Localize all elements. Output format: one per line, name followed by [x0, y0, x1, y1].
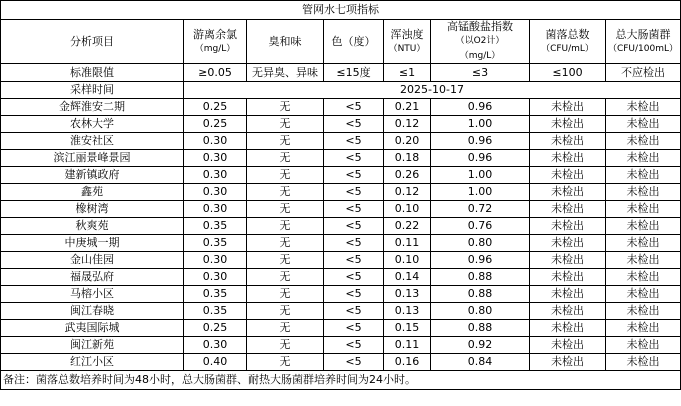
table-row: [1, 354, 681, 371]
cell-colony: 未检出: [530, 337, 606, 354]
cell-permanganate: 0.72: [431, 201, 530, 218]
header-colony-name: 菌落总数: [545, 27, 590, 41]
cell-chlorine: 0.35: [184, 218, 247, 235]
standard-row: [1, 64, 681, 82]
table-row: [1, 99, 681, 116]
cell-permanganate: 0.88: [431, 320, 530, 337]
cell-turbidity: 0.14: [384, 269, 431, 286]
cell-coliform: 未检出: [606, 286, 681, 303]
cell-coliform: 未检出: [606, 167, 681, 184]
cell-color: <5: [324, 286, 384, 303]
cell-coliform: 未检出: [606, 116, 681, 133]
cell-turbidity: 0.22: [384, 218, 431, 235]
header-coliform: [606, 20, 681, 64]
cell-coliform: 未检出: [606, 218, 681, 235]
cell-coliform: 未检出: [606, 320, 681, 337]
cell-chlorine: 0.30: [184, 184, 247, 201]
cell-colony: 未检出: [530, 252, 606, 269]
cell-odor: 无: [247, 286, 324, 303]
cell-colony: 未检出: [530, 235, 606, 252]
table-row: [1, 133, 681, 150]
cell-colony: 未检出: [530, 116, 606, 133]
table-row: [1, 201, 681, 218]
header-chlorine: [184, 20, 247, 64]
cell-color: <5: [324, 303, 384, 320]
cell-permanganate: 0.92: [431, 337, 530, 354]
cell-odor: 无: [247, 354, 324, 371]
cell-turbidity: 0.12: [384, 116, 431, 133]
cell-turbidity: 0.21: [384, 99, 431, 116]
cell-odor: 无: [247, 337, 324, 354]
table-row: [1, 320, 681, 337]
sampling-row: [1, 82, 681, 99]
cell-chlorine: 0.35: [184, 235, 247, 252]
cell-color: <5: [324, 218, 384, 235]
cell-odor: 无: [247, 320, 324, 337]
cell-site: 武夷国际城: [1, 320, 184, 337]
table-row: [1, 235, 681, 252]
cell-colony: 未检出: [530, 167, 606, 184]
cell-site: 淮安社区: [1, 133, 184, 150]
header-chlorine-unit: （mg/L）: [194, 43, 236, 54]
cell-odor: 无: [247, 269, 324, 286]
cell-colony: 未检出: [530, 201, 606, 218]
standard-odor: 无异臭、异味: [247, 64, 324, 82]
cell-chlorine: 0.30: [184, 133, 247, 150]
header-odor: 臭和味: [247, 20, 324, 64]
cell-coliform: 未检出: [606, 252, 681, 269]
cell-chlorine: 0.30: [184, 150, 247, 167]
cell-odor: 无: [247, 252, 324, 269]
cell-odor: 无: [247, 150, 324, 167]
cell-color: <5: [324, 133, 384, 150]
table-row: [1, 269, 681, 286]
cell-coliform: 未检出: [606, 133, 681, 150]
cell-color: <5: [324, 252, 384, 269]
standard-permanganate: ≤3: [431, 64, 530, 82]
cell-color: <5: [324, 150, 384, 167]
cell-permanganate: 0.80: [431, 235, 530, 252]
header-coliform-unit: （CFU/100mL）: [607, 43, 679, 54]
cell-colony: 未检出: [530, 286, 606, 303]
header-turbidity: [384, 20, 431, 64]
cell-turbidity: 0.11: [384, 337, 431, 354]
cell-coliform: 未检出: [606, 337, 681, 354]
cell-chlorine: 0.30: [184, 337, 247, 354]
standard-turbidity: ≤1: [384, 64, 431, 82]
cell-permanganate: 0.96: [431, 133, 530, 150]
cell-site: 中庚城一期: [1, 235, 184, 252]
cell-chlorine: 0.25: [184, 320, 247, 337]
cell-coliform: 未检出: [606, 150, 681, 167]
cell-odor: 无: [247, 99, 324, 116]
cell-colony: 未检出: [530, 269, 606, 286]
table-row: [1, 167, 681, 184]
cell-permanganate: 0.88: [431, 269, 530, 286]
cell-turbidity: 0.12: [384, 184, 431, 201]
sampling-label: 采样时间: [1, 82, 184, 99]
header-permanganate-unit: （mg/L）: [459, 51, 501, 61]
cell-color: <5: [324, 269, 384, 286]
cell-odor: 无: [247, 184, 324, 201]
table-row: [1, 218, 681, 235]
cell-permanganate: 0.84: [431, 354, 530, 371]
cell-site: 红江小区: [1, 354, 184, 371]
cell-odor: 无: [247, 235, 324, 252]
cell-odor: 无: [247, 116, 324, 133]
cell-site: 金山佳园: [1, 252, 184, 269]
cell-site: 滨江丽景峰景园: [1, 150, 184, 167]
standard-chlorine: ≥0.05: [184, 64, 247, 82]
cell-site: 马榕小区: [1, 286, 184, 303]
cell-turbidity: 0.13: [384, 286, 431, 303]
cell-odor: 无: [247, 303, 324, 320]
cell-colony: 未检出: [530, 354, 606, 371]
cell-site: 闽江新苑: [1, 337, 184, 354]
table-row: [1, 286, 681, 303]
cell-color: <5: [324, 337, 384, 354]
cell-colony: 未检出: [530, 303, 606, 320]
cell-turbidity: 0.13: [384, 303, 431, 320]
table-note: 备注：菌落总数培养时间为48小时，总大肠菌群、耐热大肠菌群培养时间为24小时。: [1, 371, 681, 390]
cell-coliform: 未检出: [606, 235, 681, 252]
header-turbidity-unit: （NTU）: [388, 43, 426, 54]
header-color: 色（度）: [324, 20, 384, 64]
cell-site: 农林大学: [1, 116, 184, 133]
cell-turbidity: 0.16: [384, 354, 431, 371]
cell-coliform: 未检出: [606, 303, 681, 320]
cell-chlorine: 0.40: [184, 354, 247, 371]
cell-site: 橡树湾: [1, 201, 184, 218]
cell-site: 闽江春晓: [1, 303, 184, 320]
cell-colony: 未检出: [530, 150, 606, 167]
header-permanganate-sub: （以O2计）: [455, 36, 505, 46]
cell-chlorine: 0.25: [184, 99, 247, 116]
header-chlorine-name: 游离余氯: [193, 27, 237, 41]
cell-turbidity: 0.10: [384, 201, 431, 218]
cell-coliform: 未检出: [606, 184, 681, 201]
cell-colony: 未检出: [530, 99, 606, 116]
standard-color: ≤15度: [324, 64, 384, 82]
cell-color: <5: [324, 320, 384, 337]
table-row: [1, 150, 681, 167]
cell-permanganate: 1.00: [431, 116, 530, 133]
header-colony-unit: （CFU/mL）: [541, 43, 594, 54]
header-coliform-name: 总大肠菌群: [615, 27, 671, 41]
cell-coliform: 未检出: [606, 99, 681, 116]
cell-odor: 无: [247, 167, 324, 184]
cell-chlorine: 0.30: [184, 167, 247, 184]
cell-permanganate: 0.88: [431, 286, 530, 303]
cell-site: 建新镇政府: [1, 167, 184, 184]
table-row: [1, 303, 681, 320]
cell-colony: 未检出: [530, 218, 606, 235]
table-title: 管网水七项指标: [1, 1, 681, 20]
table-row: [1, 252, 681, 269]
cell-chlorine: 0.30: [184, 201, 247, 218]
table-row: [1, 337, 681, 354]
standard-label: 标准限值: [1, 64, 184, 82]
table-row: [1, 116, 681, 133]
cell-coliform: 未检出: [606, 269, 681, 286]
header-permanganate: [431, 20, 530, 64]
header-permanganate-name: 高锰酸盐指数: [447, 20, 513, 33]
cell-colony: 未检出: [530, 133, 606, 150]
cell-permanganate: 0.96: [431, 150, 530, 167]
cell-coliform: 未检出: [606, 201, 681, 218]
cell-permanganate: 0.96: [431, 99, 530, 116]
table-row: [1, 184, 681, 201]
cell-colony: 未检出: [530, 184, 606, 201]
cell-color: <5: [324, 99, 384, 116]
sampling-date: 2025-10-17: [184, 82, 681, 99]
cell-permanganate: 0.80: [431, 303, 530, 320]
cell-odor: 无: [247, 201, 324, 218]
cell-turbidity: 0.18: [384, 150, 431, 167]
cell-odor: 无: [247, 133, 324, 150]
cell-coliform: 未检出: [606, 354, 681, 371]
cell-site: 秋爽苑: [1, 218, 184, 235]
cell-color: <5: [324, 235, 384, 252]
cell-color: <5: [324, 184, 384, 201]
cell-site: 金辉淮安二期: [1, 99, 184, 116]
cell-chlorine: 0.25: [184, 116, 247, 133]
cell-permanganate: 1.00: [431, 184, 530, 201]
header-item: 分析项目: [1, 20, 184, 64]
cell-odor: 无: [247, 218, 324, 235]
cell-site: 福晟弘府: [1, 269, 184, 286]
cell-permanganate: 0.96: [431, 252, 530, 269]
cell-turbidity: 0.11: [384, 235, 431, 252]
cell-colony: 未检出: [530, 320, 606, 337]
standard-coliform: 不应检出: [606, 64, 681, 82]
cell-chlorine: 0.35: [184, 286, 247, 303]
header-turbidity-name: 浑浊度: [390, 27, 424, 41]
cell-permanganate: 0.76: [431, 218, 530, 235]
cell-chlorine: 0.35: [184, 303, 247, 320]
header-row: [1, 20, 681, 64]
standard-colony: ≤100: [530, 64, 606, 82]
cell-chlorine: 0.30: [184, 269, 247, 286]
cell-color: <5: [324, 201, 384, 218]
cell-turbidity: 0.20: [384, 133, 431, 150]
cell-color: <5: [324, 116, 384, 133]
header-colony: [530, 20, 606, 64]
cell-color: <5: [324, 167, 384, 184]
cell-turbidity: 0.10: [384, 252, 431, 269]
cell-site: 鑫苑: [1, 184, 184, 201]
cell-color: <5: [324, 354, 384, 371]
cell-turbidity: 0.26: [384, 167, 431, 184]
cell-turbidity: 0.15: [384, 320, 431, 337]
cell-chlorine: 0.30: [184, 252, 247, 269]
cell-permanganate: 1.00: [431, 167, 530, 184]
